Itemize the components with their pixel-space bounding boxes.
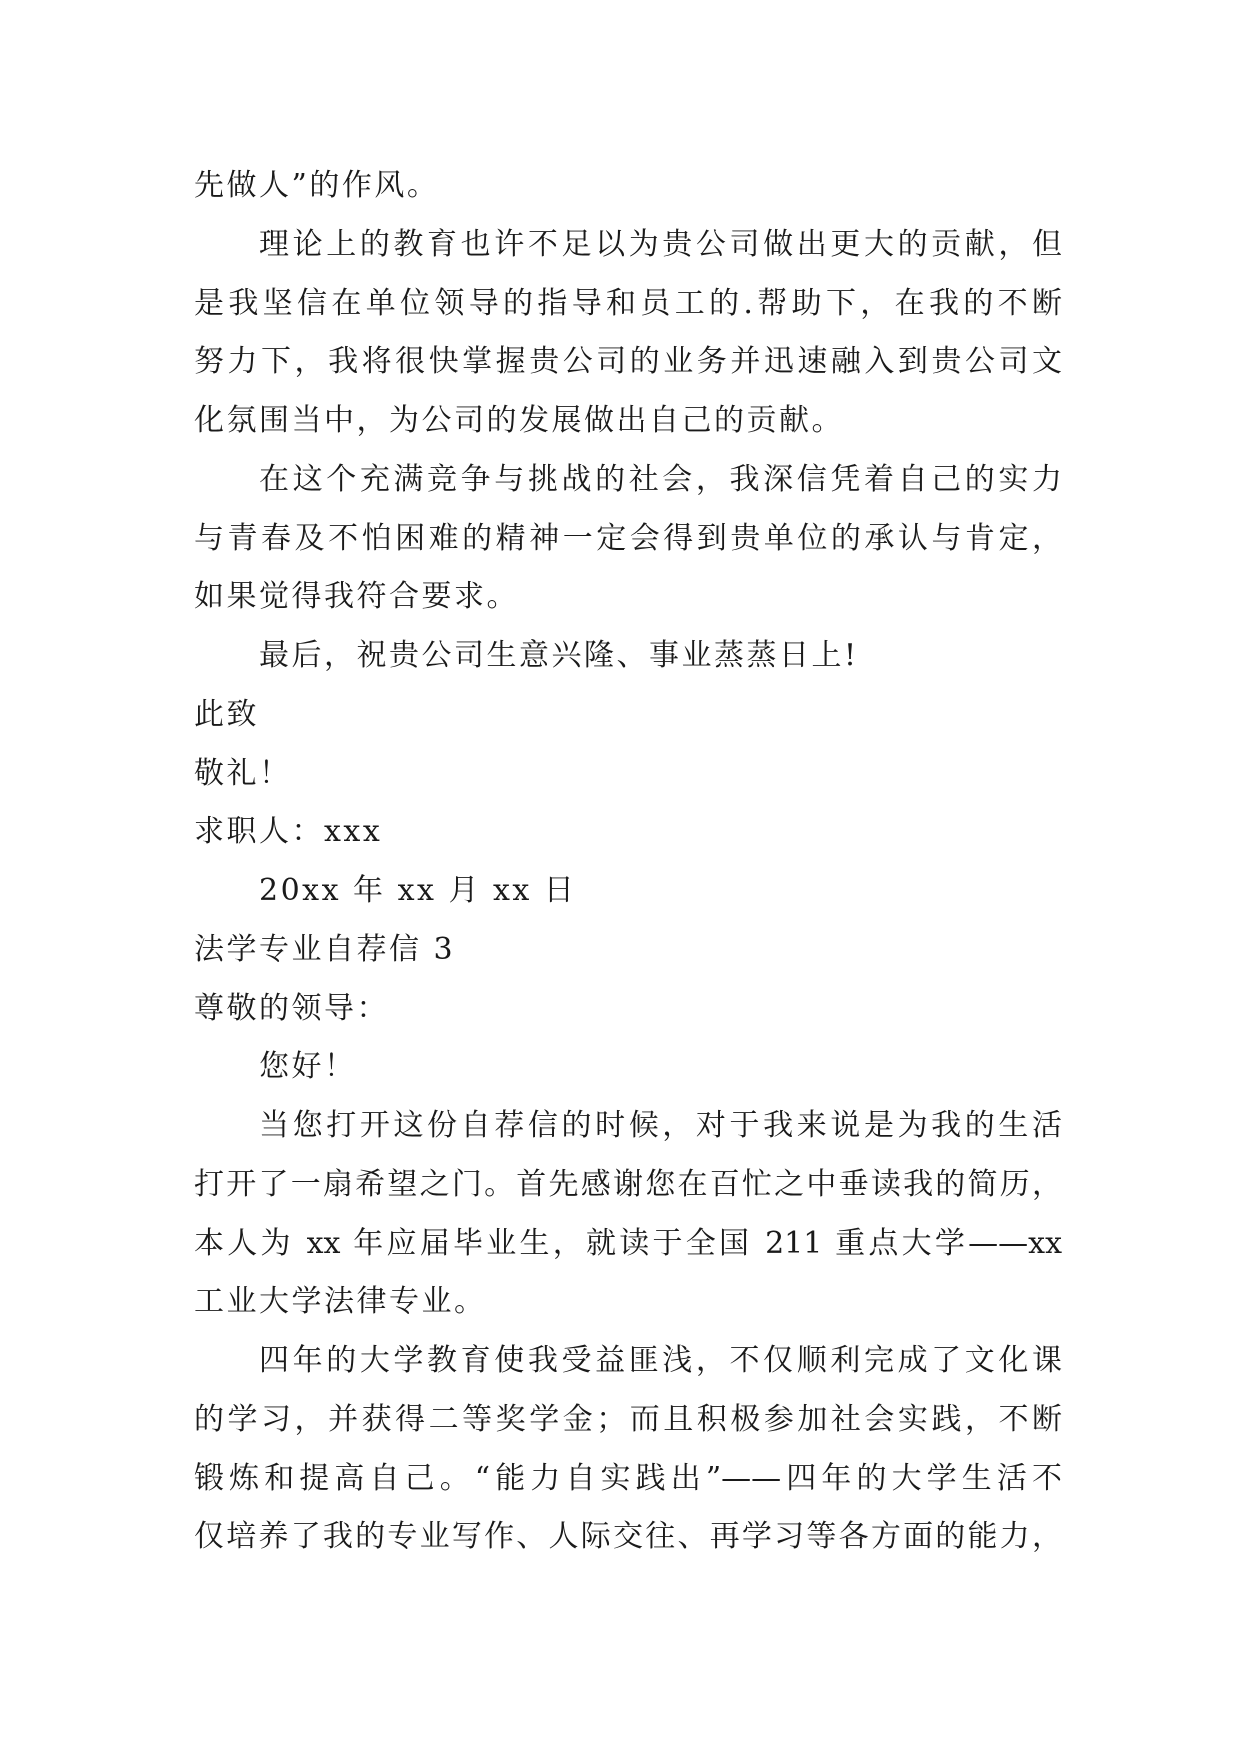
- text-line: 打开了一扇希望之门。首先感谢您在百忙之中垂读我的简历，: [194, 1166, 1062, 1202]
- letter-date: 20xx 年 xx 月 xx 日: [259, 873, 577, 908]
- text-line: 的学习，并获得二等奖学金；而且积极参加社会实践，不断: [194, 1401, 1062, 1437]
- closing-wish: 最后，祝贵公司生意兴隆、事业蒸蒸日上!: [259, 638, 859, 673]
- text-line: 锻炼和提高自己。“能力自实践出”——四年的大学生活不: [194, 1460, 1062, 1496]
- paragraph-first-line: 当您打开这份自荐信的时候，对于我来说是为我的生活: [259, 1108, 1062, 1143]
- salutation-closing: 此致: [194, 696, 259, 732]
- letter-title: 法学专业自荐信 3: [194, 931, 456, 967]
- paragraph-first-line: 四年的大学教育使我受益匪浅，不仅顺利完成了文化课: [259, 1343, 1062, 1378]
- text-line: 先做人”的作风。: [194, 168, 440, 203]
- paragraph-first-line: 在这个充满竞争与挑战的社会，我深信凭着自己的实力: [259, 461, 1062, 497]
- text-line: 如果觉得我符合要求。: [194, 579, 519, 615]
- applicant-signature: 求职人：xxx: [194, 814, 383, 850]
- text-line: 努力下，我将很快掌握贵公司的业务并迅速融入到贵公司文: [194, 344, 1062, 380]
- letter-hello: 您好！: [259, 1049, 357, 1085]
- text-line: 工业大学法律专业。: [194, 1284, 487, 1320]
- text-line: 是我坚信在单位领导的指导和员工的.帮助下，在我的不断: [194, 285, 1062, 321]
- salutation-regards: 敬礼！: [194, 755, 292, 791]
- letter-greeting: 尊敬的领导：: [194, 990, 389, 1026]
- text-line: 本人为 xx 年应届毕业生，就读于全国 211 重点大学——xx: [194, 1225, 1062, 1261]
- document-body: [194, 157, 1062, 1567]
- text-line: 仅培养了我的专业写作、人际交往、再学习等各方面的能力，: [194, 1519, 1062, 1555]
- paragraph-first-line: 理论上的教育也许不足以为贵公司做出更大的贡献，但: [259, 226, 1062, 262]
- text-line: 化氛围当中，为公司的发展做出自己的贡献。: [194, 403, 844, 438]
- text-line: 与青春及不怕困难的精神一定会得到贵单位的承认与肯定，: [194, 520, 1062, 556]
